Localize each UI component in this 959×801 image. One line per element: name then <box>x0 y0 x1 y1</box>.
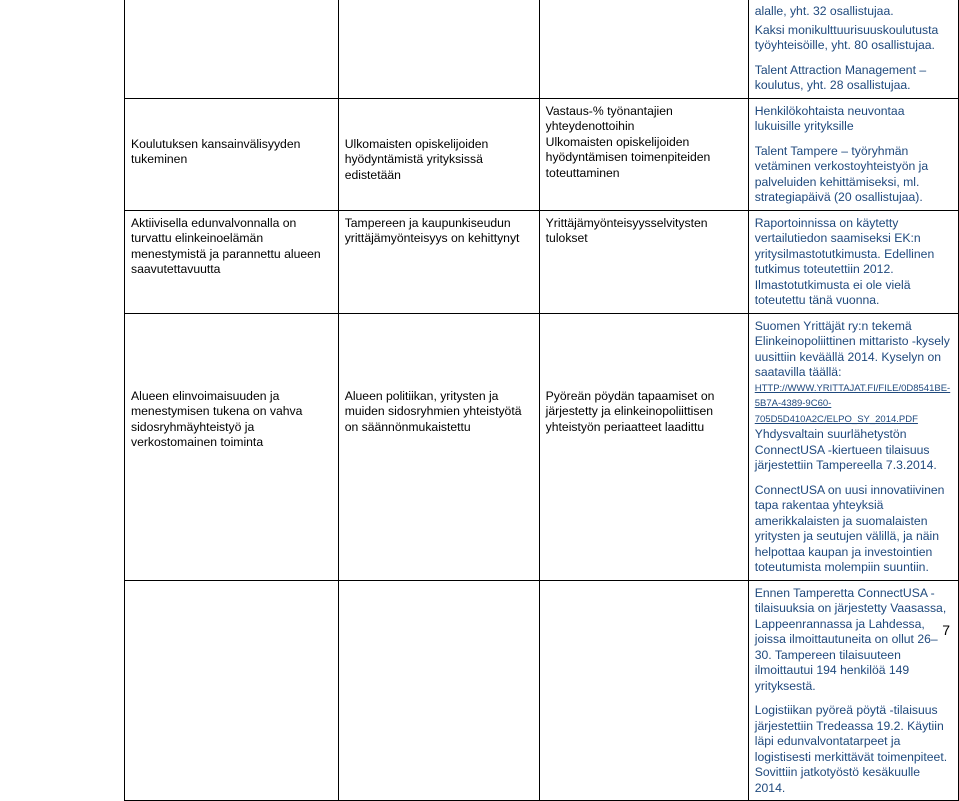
goal-text: Alueen elinvoimaisuuden ja menestymisen tukena on vahva sidosryhmäyhteistyö ja verkostomainen toiminta <box>131 388 303 449</box>
table-row <box>125 98 959 210</box>
action-text: Yhdysvaltain suurlähetystön ConnectUSA -kiertueen tilaisuus järjestettiin Tampereella 7.3.2014. <box>754 427 937 472</box>
goal-cell <box>125 98 339 210</box>
actions-cell <box>748 0 958 98</box>
target-cell <box>338 210 539 313</box>
target-text: Alueen politiikan, yritysten ja muiden sidosryhmien yhteistyötä on säännönmukaistettu <box>344 388 522 434</box>
action-text: Suomen Yrittäjät ry:n tekemä Elinkeinopoliittinen mittaristo -kysely uusittiin keväällä 2014. Kyselyn on saatavilla täällä: <box>754 318 950 379</box>
action-text: alalle, yht. 32 osallistujaa. <box>754 4 894 18</box>
indicator-text: Yrittäjämyönteisyysselvitysten tulokset <box>545 215 708 245</box>
goal-cell <box>125 210 339 313</box>
indicator-cell <box>539 313 748 580</box>
actions-cell <box>748 210 958 313</box>
table-row <box>125 313 959 580</box>
action-text: Henkilökohtaista neuvontaa lukuisille yrityksille <box>754 103 905 133</box>
indicator-cell <box>539 98 748 210</box>
action-text: Talent Attraction Management – koulutus, yht. 28 osallistujaa. <box>754 62 927 92</box>
table-row <box>125 210 959 313</box>
indicator-text: Pyöreän pöydän tapaamiset on järjestetty ja elinkeinopoliittisen yhteistyön periaatteet laadittu <box>545 388 715 434</box>
action-text: Ennen Tamperetta ConnectUSA -tilaisuuksia on järjestetty Vaasassa, Lappeenrannassa ja Lahdessa, joissa ilmoittautuneita on ollut 26–30. Tampereen tilaisuuteen ilmoittautui 194 henkilöä 149 yrityksestä. <box>754 585 947 693</box>
target-text: Ulkomaisten opiskelijoiden hyödyntämistä yrityksissä edistetään <box>344 136 489 182</box>
source-link[interactable]: HTTP://WWW.YRITTAJAT.FI/FILE/0D8541BE-5B7A-4389-9C60-705D5D410A2C/ELPO_SY_2014.PDF <box>754 382 951 425</box>
page-number: 7 <box>942 622 950 638</box>
target-cell <box>338 0 539 98</box>
report-table <box>124 0 959 801</box>
target-cell <box>338 98 539 210</box>
table-row <box>125 0 959 98</box>
action-text: Raportoinnissa on käytetty vertailutiedon saamiseksi EK:n yritysilmastotutkimusta. Edellinen tutkimus toteutettiin 2012. Ilmastotutkimusta ei ole vielä toteutettu tänä vuonna. <box>754 215 935 307</box>
target-cell <box>338 313 539 580</box>
table-row <box>125 580 959 801</box>
indicator-text: Ulkomaisten opiskelijoiden hyödyntämisen toimenpiteiden toteuttaminen <box>545 134 711 180</box>
goal-cell <box>125 313 339 580</box>
actions-cell <box>748 313 958 580</box>
goal-cell <box>125 580 339 801</box>
action-text: Talent Tampere – työryhmän vetäminen verkostoyhteistyön ja palveluiden kehittämiseksi, ml. strategiapäivä (20 osallistujaa). <box>754 143 929 204</box>
actions-cell <box>748 580 958 801</box>
indicator-cell <box>539 580 748 801</box>
indicator-cell <box>539 210 748 313</box>
indicator-cell <box>539 0 748 98</box>
indicator-text: Vastaus-% työnantajien yhteydenottoihin <box>545 103 673 133</box>
actions-cell <box>748 98 958 210</box>
action-text: ConnectUSA on uusi innovatiivinen tapa rakentaa yhteyksiä amerikkalaisten ja suomalaisten yritysten ja seutujen välillä, ja näin helpottaa kaupan ja investointien toteutumista molempiin suuntiin. <box>754 482 945 574</box>
target-cell <box>338 580 539 801</box>
target-text: Tampereen ja kaupunkiseudun yrittäjämyönteisyys on kehittynyt <box>344 215 520 245</box>
goal-text: Koulutuksen kansainvälisyyden tukeminen <box>131 136 301 166</box>
goal-text: Aktiivisella edunvalvonnalla on turvattu elinkeinoelämän menestymistä ja parannettu alueen saavutettavuutta <box>131 215 321 276</box>
goal-cell <box>125 0 339 98</box>
action-text: Kaksi monikulttuurisuuskoulutusta työyhteisöille, yht. 80 osallistujaa. <box>754 22 939 52</box>
action-text: Logistiikan pyöreä pöytä -tilaisuus järjestettiin Tredeassa 19.2. Käytiin läpi edunvalvontatarpeet ja logistisesti merkittävät toimenpiteet. Sovittiin jatkotyöstö kesäkuulle 2014. <box>754 703 948 795</box>
